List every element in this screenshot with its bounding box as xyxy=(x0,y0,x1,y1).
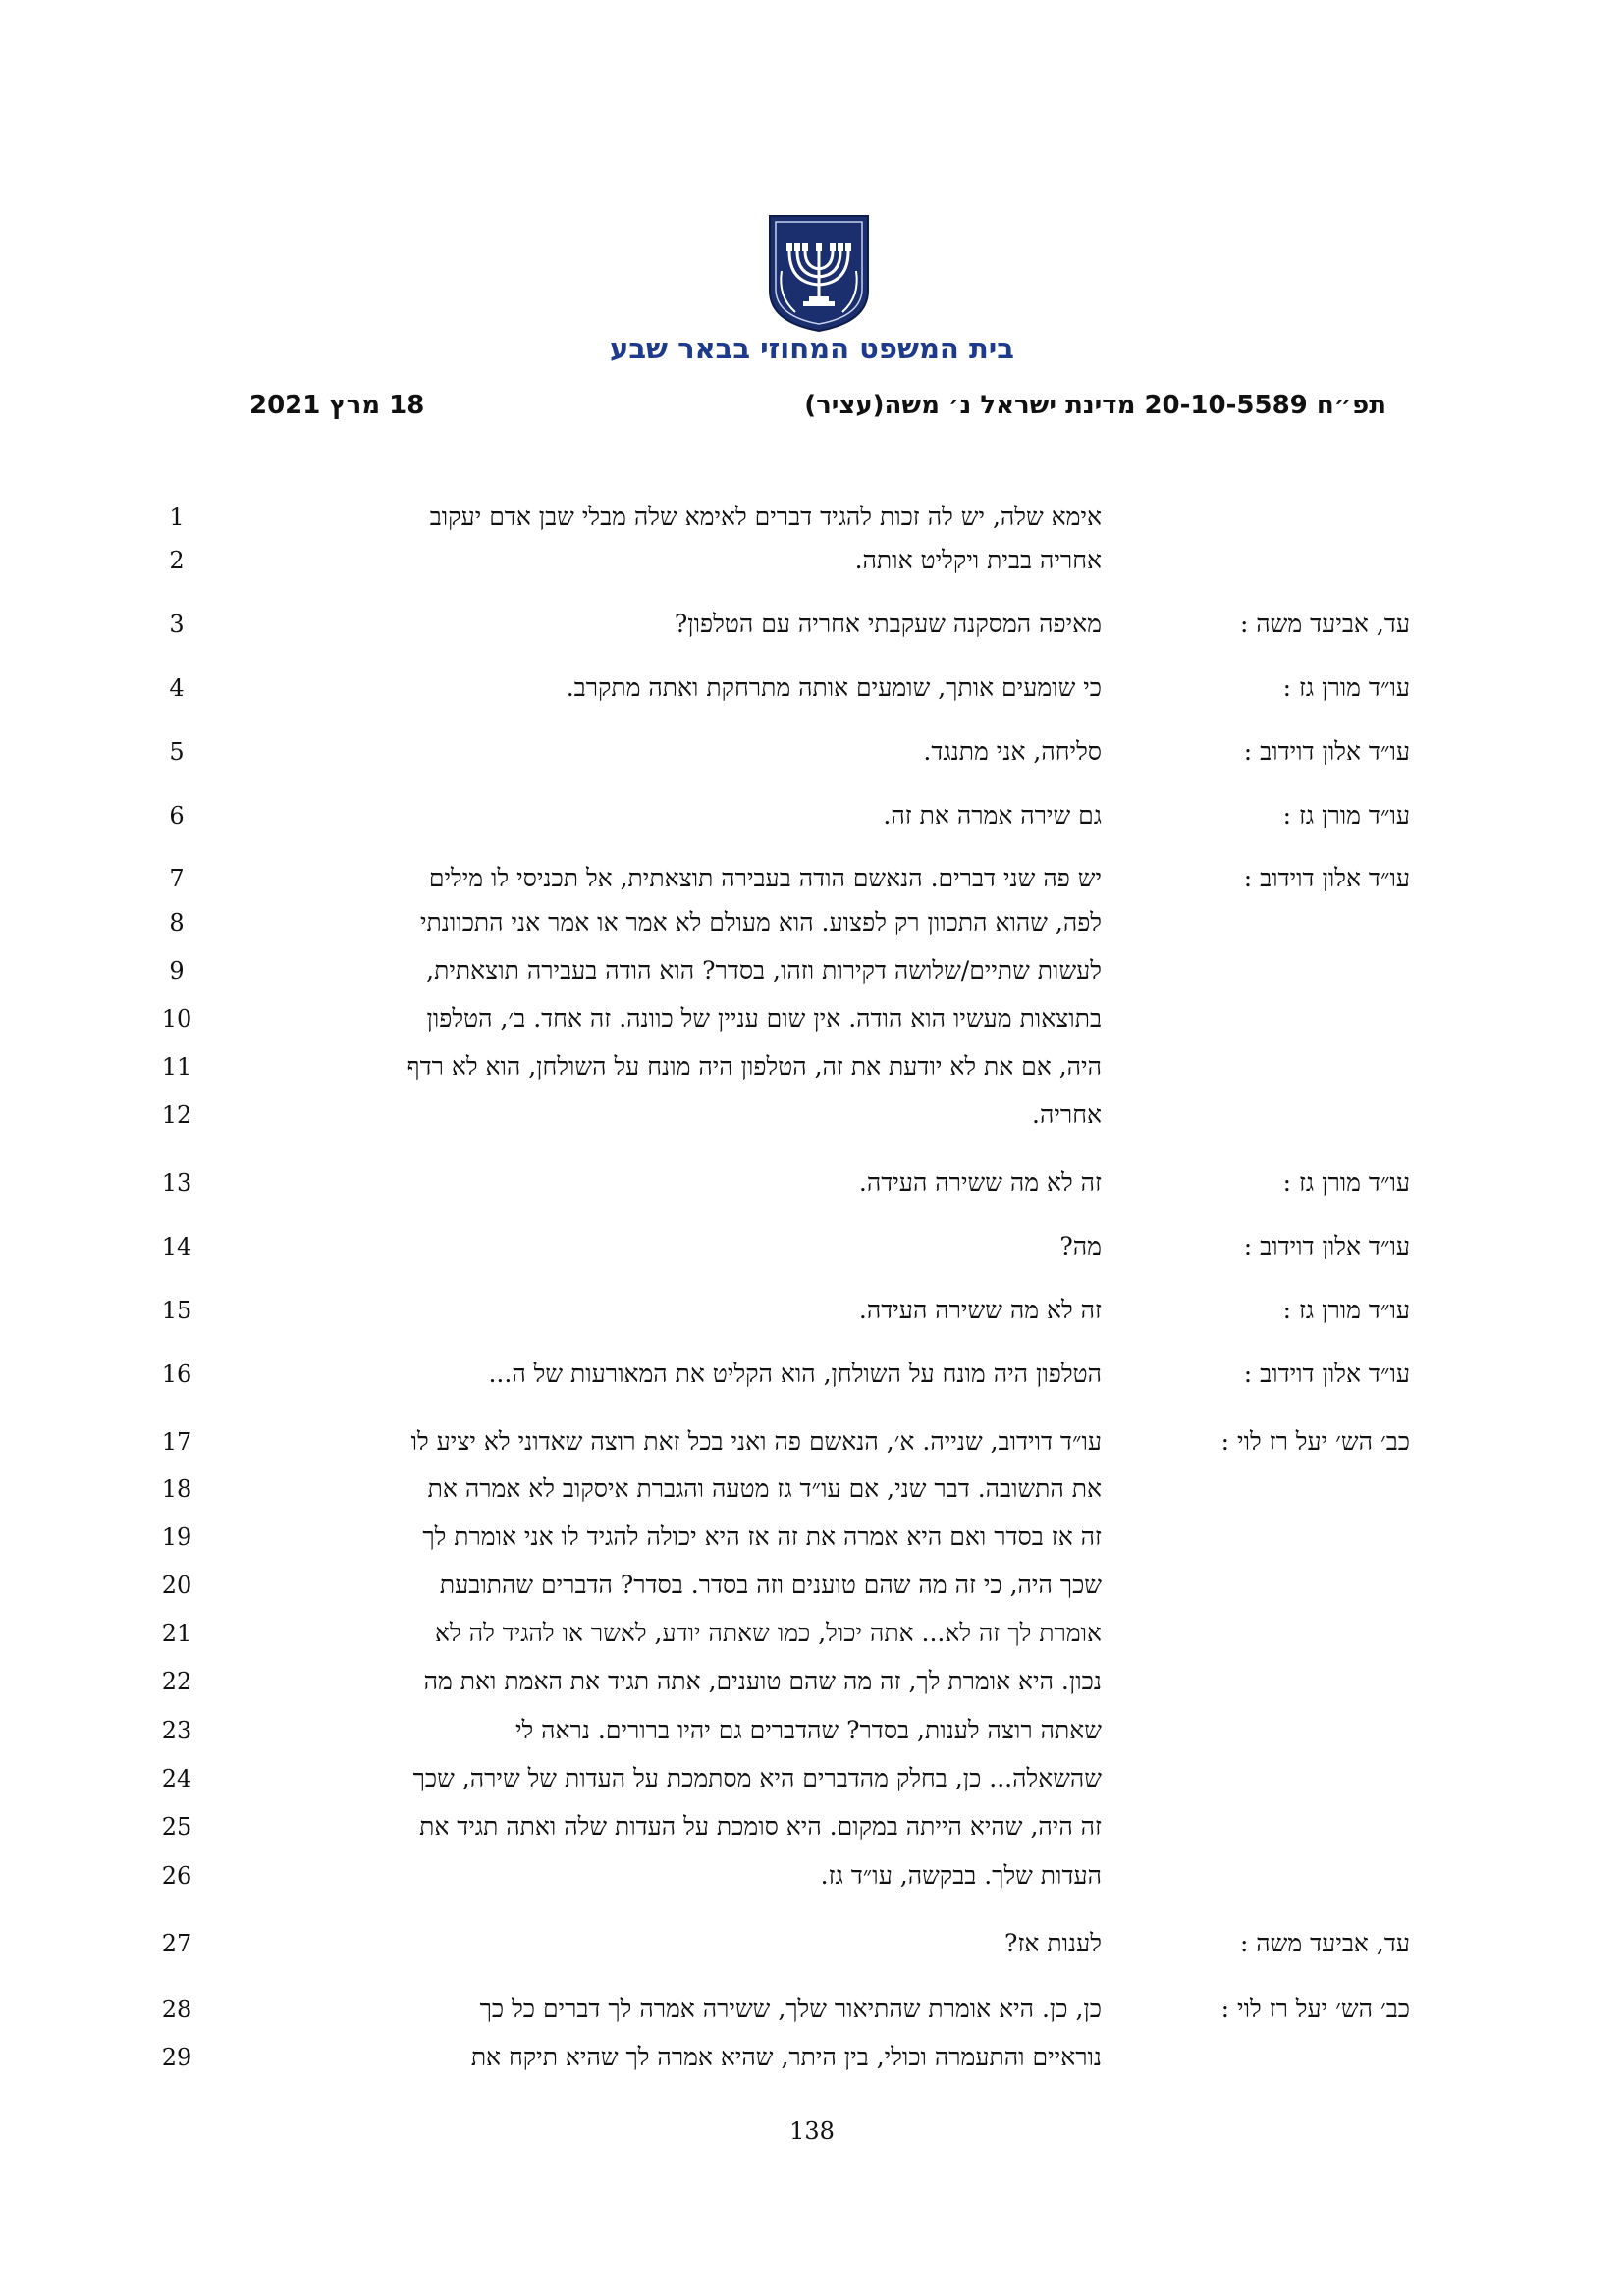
line-number: 1 xyxy=(169,504,185,531)
speaker-label: עו״ד מורן גז : xyxy=(1282,801,1410,829)
speaker-label: עו״ד מורן גז : xyxy=(1282,1296,1410,1324)
transcript-line: לפה, שהוא התכוון רק לפצוע. הוא מעולם לא אמר או אמר אני התכוונתי xyxy=(419,908,1102,936)
transcript-line: גם שירה אמרה את זה. xyxy=(883,801,1102,829)
line-number: 25 xyxy=(161,1813,192,1841)
transcript-line: זה לא מה ששירה העידה. xyxy=(858,1168,1102,1197)
page-number: 138 xyxy=(789,2117,835,2145)
transcript-line: סליחה, אני מתנגד. xyxy=(923,737,1102,766)
transcript-line: נכון. היא אומרת לך, זה מה שהם טוענים, אתה תגיד את האמת ואת מה xyxy=(423,1667,1102,1695)
speaker-label: עו״ד אלון דוידוב : xyxy=(1243,737,1410,766)
transcript-line: אחריה. xyxy=(1032,1100,1102,1129)
line-number: 7 xyxy=(169,865,185,892)
line-number: 10 xyxy=(161,1005,192,1033)
line-number: 3 xyxy=(169,611,185,638)
line-number: 23 xyxy=(161,1717,192,1744)
speaker-label: עד, אביעד משה : xyxy=(1239,610,1410,638)
transcript-line: זה לא מה ששירה העידה. xyxy=(858,1296,1102,1324)
transcript-line: מה? xyxy=(1059,1232,1102,1260)
line-number: 16 xyxy=(161,1361,192,1388)
line-number: 26 xyxy=(161,1862,192,1890)
line-number: 27 xyxy=(161,1930,192,1957)
line-number: 2 xyxy=(169,547,185,574)
line-number: 18 xyxy=(161,1475,192,1503)
transcript-line: אימא שלה, יש לה זכות להגיד דברים לאימא שלה מבלי שבן אדם יעקוב xyxy=(429,503,1102,531)
transcript-line: זה אז בסדר ואם היא אמרה את זה אז היא יכולה להגיד לו אני אומרת לך xyxy=(422,1522,1102,1551)
line-number: 20 xyxy=(161,1572,192,1599)
court-name: בית המשפט המחוזי בבאר שבע xyxy=(610,332,1014,365)
transcript-line: נוראיים והתעמרה וכולי, בין היתר, שהיא אמרה לך שהיא תיקח את xyxy=(470,2043,1102,2071)
speaker-label: עד, אביעד משה : xyxy=(1239,1929,1410,1957)
transcript-line: היה, אם את לא יודעת את זה, הטלפון היה מונח על השולחן, הוא לא רדף xyxy=(406,1052,1102,1081)
line-number: 19 xyxy=(161,1523,192,1551)
transcript-line: בתוצאות מעשיו הוא הודה. אין שום עניין של כוונה. זה אחד. ב׳, הטלפון xyxy=(426,1004,1102,1033)
line-number: 9 xyxy=(169,957,185,985)
speaker-label: עו״ד מורן גז : xyxy=(1282,1168,1410,1197)
transcript-line: עו״ד דוידוב, שנייה. א׳, הנאשם פה ואני בכל זאת רוצה שאדוני לא יציע לו xyxy=(410,1427,1102,1456)
transcript-line: כן, כן. היא אומרת שהתיאור שלך, ששירה אמרה לך דברים כל כך xyxy=(479,1995,1102,2023)
line-number: 6 xyxy=(169,802,185,829)
transcript-line: מאיפה המסקנה שעקבתי אחריה עם הטלפון? xyxy=(674,610,1102,638)
line-number: 8 xyxy=(169,909,185,936)
transcript-line: זה היה, שהיא הייתה במקום. היא סומכת על העדות שלה ואתה תגיד את xyxy=(419,1812,1102,1841)
line-number: 29 xyxy=(161,2044,192,2071)
transcript-line: כי שומעים אותך, שומעים אותה מתרחקת ואתה מתקרב. xyxy=(566,673,1102,702)
speaker-label: כב׳ הש׳ יעל רז לוי : xyxy=(1220,1427,1410,1456)
transcript-line: שהשאלה... כן, בחלק מהדברים היא מסתמכת על העדות של שירה, שכך xyxy=(412,1764,1102,1792)
line-number: 4 xyxy=(169,674,185,702)
transcript-line: אומרת לך זה לא... אתה יכול, כמו שאתה יודע, לאשר או להגיד לה לא xyxy=(435,1619,1102,1647)
line-number: 11 xyxy=(161,1053,192,1081)
line-number: 15 xyxy=(161,1297,192,1324)
speaker-label: עו״ד אלון דוידוב : xyxy=(1243,864,1410,892)
speaker-label: עו״ד מורן גז : xyxy=(1282,673,1410,702)
transcript-line: לענות אז? xyxy=(1004,1929,1102,1957)
transcript-line: הטלפון היה מונח על השולחן, הוא הקליט את המאורעות של ה... xyxy=(488,1360,1102,1388)
hearing-date: 18 מרץ 2021 xyxy=(249,391,425,420)
transcript-line: לעשות שתיים/שלושה דקירות וזהו, בסדר? הוא הודה בעבירה תוצאתית, xyxy=(426,956,1102,985)
line-number: 22 xyxy=(161,1668,192,1695)
line-number: 21 xyxy=(161,1620,192,1647)
speaker-label: עו״ד אלון דוידוב : xyxy=(1243,1360,1410,1388)
transcript-line: שאתה רוצה לענות, בסדר? שהדברים גם יהיו ברורים. נראה לי xyxy=(514,1716,1102,1744)
transcript-line: אחריה בבית ויקליט אותה. xyxy=(854,546,1102,574)
speaker-label: כב׳ הש׳ יעל רז לוי : xyxy=(1220,1995,1410,2023)
line-number: 14 xyxy=(161,1233,192,1260)
transcript-line: שכך היה, כי זה מה שהם טוענים וזה בסדר. בסדר? הדברים שהתובעת xyxy=(439,1571,1102,1599)
transcript-line: העדות שלך. בבקשה, עו״ד גז. xyxy=(820,1861,1102,1890)
line-number: 13 xyxy=(161,1169,192,1197)
line-number: 12 xyxy=(161,1101,192,1129)
speaker-label: עו״ד אלון דוידוב : xyxy=(1243,1232,1410,1260)
transcript-line: יש פה שני דברים. הנאשם הודה בעבירה תוצאתית, אל תכניסי לו מילים xyxy=(428,864,1102,892)
line-number: 5 xyxy=(169,738,185,766)
case-title: תפ״ח 20-10-5589 מדינת ישראל נ׳ משה(עציר) xyxy=(804,391,1386,420)
line-number: 24 xyxy=(161,1765,192,1792)
line-number: 28 xyxy=(161,1996,192,2023)
transcript-line: את התשובה. דבר שני, אם עו״ד גז מטעה והגברת איסקוב לא אמרה את xyxy=(427,1474,1102,1503)
line-number: 17 xyxy=(161,1428,192,1456)
